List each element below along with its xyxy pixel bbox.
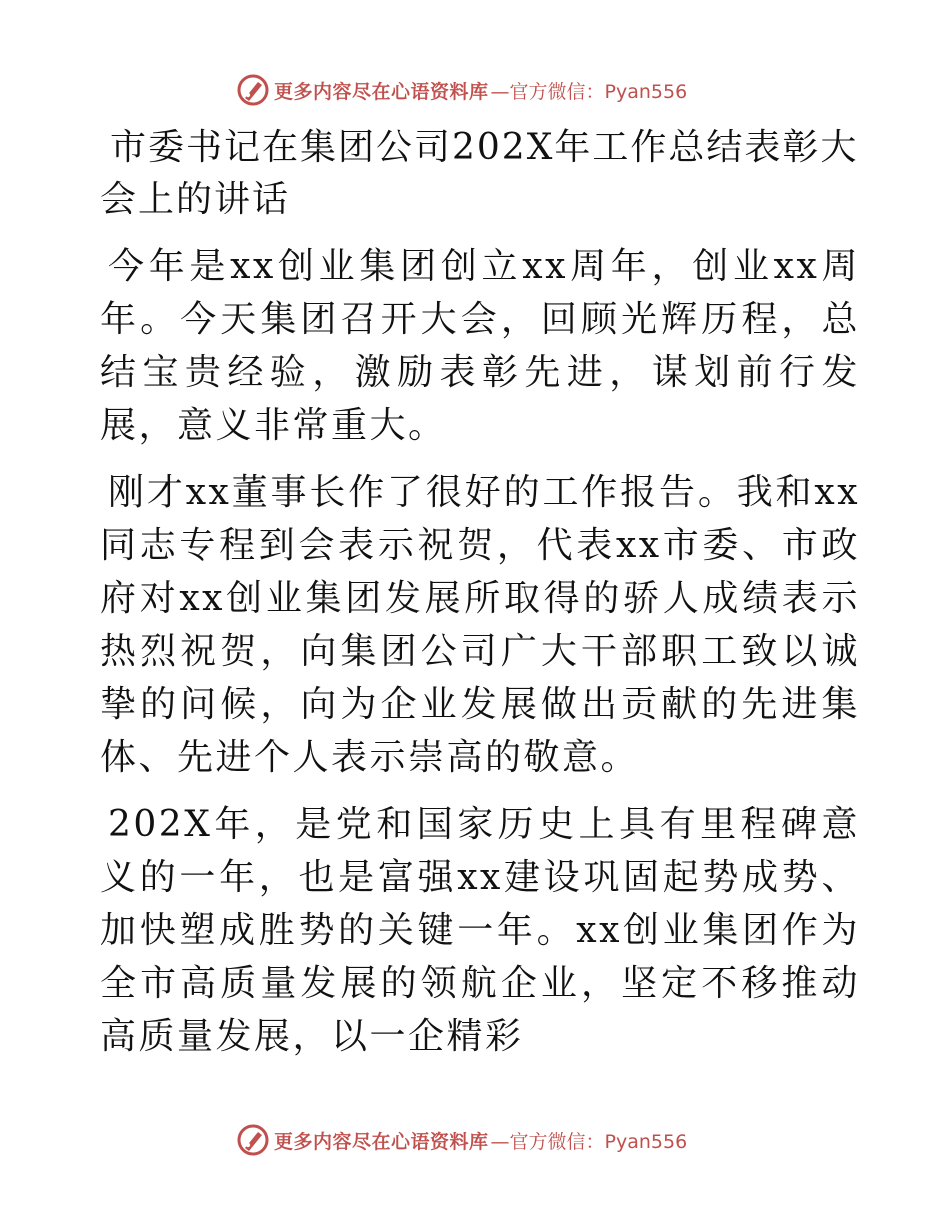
banner-contact: —官方微信：Pyan556: [490, 80, 688, 103]
banner-text: 更多内容尽在心语资料库: [274, 80, 489, 103]
pen-logo-icon: [236, 1123, 270, 1157]
pen-logo-icon: [236, 73, 270, 107]
header-banner: [236, 72, 687, 108]
paragraph: 刚才xx董事长作了很好的工作报告。我和xx同志专程到会表示祝贺，代表xx市委、市政府对xx创业集团发展所取得的骄人成绩表示热烈祝贺，向集团公司广大干部职工致以诚挚的问候，向为企业发展做出贡献的先进集体、先进个人表示崇高的敬意。: [100, 472, 860, 778]
document-title: 市委书记在集团公司202X年工作总结表彰大会上的讲话: [100, 127, 859, 220]
footer-banner: [236, 1122, 687, 1158]
paragraph: 202X年，是党和国家历史上具有里程碑意义的一年，也是富强xx建设巩固起势成势、加快塑成胜势的关键一年。xx创业集团作为全市高质量发展的领航企业，坚定不移推动高质量发展，以一企精彩: [100, 804, 860, 1057]
paragraph: 今年是xx创业集团创立xx周年，创业xx周年。今天集团召开大会，回顾光辉历程，总结宝贵经验，激励表彰先进，谋划前行发展，意义非常重大。: [100, 246, 860, 446]
banner-text: 更多内容尽在心语资料库: [274, 1130, 489, 1153]
banner-contact: —官方微信：Pyan556: [490, 1130, 688, 1153]
document-body: [100, 122, 860, 1077]
